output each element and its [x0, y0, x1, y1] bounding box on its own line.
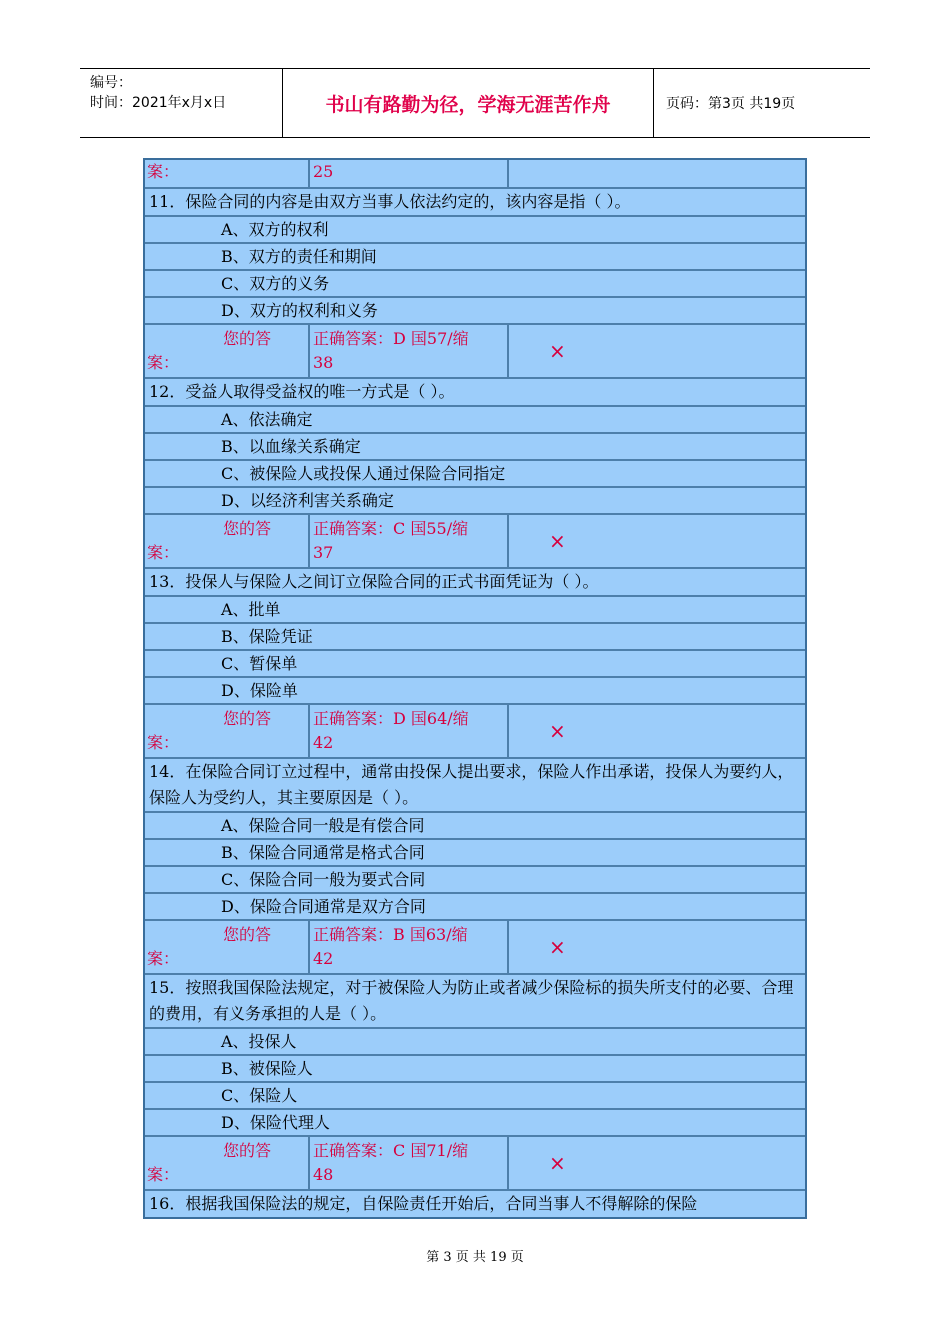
correct-answer-text: 正确答案：C 国71/缩 — [313, 1141, 469, 1160]
option-c[interactable]: C、暂保单 — [145, 651, 805, 678]
result-cell — [509, 705, 805, 757]
option-d[interactable]: D、保险单 — [145, 678, 805, 705]
wrong-mark-icon: × — [549, 1151, 566, 1175]
correct-answer-tail: 25 — [313, 162, 334, 181]
your-answer-tail: 案： — [147, 162, 180, 181]
time-label: 时间：2021年x月x日 — [90, 95, 227, 111]
option-b[interactable]: B、以血缘关系确定 — [145, 434, 805, 461]
your-answer-cell — [145, 1137, 310, 1189]
your-answer-cell — [145, 515, 310, 567]
correct-answer-text-cont: 42 — [313, 949, 334, 968]
header-page-info: 页码：第3页 共19页 — [666, 96, 796, 112]
header-motto: 书山有路勤为径，学海无涯苦作舟 — [282, 69, 654, 137]
your-answer-cell — [145, 705, 310, 757]
number-label: 编号： — [90, 75, 132, 91]
option-c[interactable]: C、保险人 — [145, 1083, 805, 1110]
result-cell — [509, 921, 805, 973]
your-answer-cell — [145, 921, 310, 973]
correct-answer-text-cont: 37 — [313, 543, 334, 562]
wrong-mark-icon: × — [549, 529, 566, 553]
your-answer-label-cont: 案： — [147, 353, 180, 372]
correct-answer-text-cont: 42 — [313, 733, 334, 752]
your-answer-cell — [145, 160, 310, 187]
quiz-table — [143, 158, 807, 1219]
question-text: 16．根据我国保险法的规定，自保险责任开始后，合同当事人不得解除的保险 — [145, 1191, 805, 1217]
page-footer: 第 3 页 共 19 页 — [426, 1250, 524, 1265]
page-header — [80, 68, 870, 138]
correct-answer-cell — [310, 515, 509, 567]
option-d[interactable]: D、保险代理人 — [145, 1110, 805, 1137]
correct-answer-text: 正确答案：D 国57/缩 — [313, 329, 469, 348]
result-cell — [509, 515, 805, 567]
correct-answer-text-cont: 48 — [313, 1165, 334, 1184]
correct-answer-cell — [310, 705, 509, 757]
result-cell — [509, 325, 805, 377]
answer-row — [145, 921, 805, 975]
header-meta — [80, 69, 282, 137]
your-answer-label-cont: 案： — [147, 543, 180, 562]
option-b[interactable]: B、双方的责任和期间 — [145, 244, 805, 271]
correct-answer-cell — [310, 325, 509, 377]
your-answer-cell — [145, 325, 310, 377]
correct-answer-cell — [310, 160, 509, 187]
option-a[interactable]: A、双方的权利 — [145, 217, 805, 244]
question-text: 13．投保人与保险人之间订立保险合同的正式书面凭证为（ ）。 — [145, 569, 805, 597]
correct-answer-text: 正确答案：C 国55/缩 — [313, 519, 469, 538]
answer-row-top — [145, 160, 805, 189]
answer-row — [145, 1137, 805, 1191]
option-d[interactable]: D、以经济利害关系确定 — [145, 488, 805, 515]
option-b[interactable]: B、被保险人 — [145, 1056, 805, 1083]
correct-answer-text: 正确答案：D 国64/缩 — [313, 709, 469, 728]
answer-row — [145, 705, 805, 759]
result-cell — [509, 160, 805, 187]
wrong-mark-icon: × — [549, 719, 566, 743]
correct-answer-text: 正确答案：B 国63/缩 — [313, 925, 468, 944]
option-c[interactable]: C、双方的义务 — [145, 271, 805, 298]
your-answer-label: 您的答 — [223, 925, 272, 944]
question-text: 15．按照我国保险法规定，对于被保险人为防止或者减少保险标的损失所支付的必要、合理的费用，有义务承担的人是（ ）。 — [145, 975, 805, 1029]
option-a[interactable]: A、保险合同一般是有偿合同 — [145, 813, 805, 840]
wrong-mark-icon: × — [549, 935, 566, 959]
option-b[interactable]: B、保险合同通常是格式合同 — [145, 840, 805, 867]
correct-answer-cell — [310, 921, 509, 973]
your-answer-label: 您的答 — [223, 1141, 272, 1160]
your-answer-label: 您的答 — [223, 709, 272, 728]
option-a[interactable]: A、投保人 — [145, 1029, 805, 1056]
option-c[interactable]: C、保险合同一般为要式合同 — [145, 867, 805, 894]
your-answer-label-cont: 案： — [147, 733, 180, 752]
wrong-mark-icon: × — [549, 339, 566, 363]
question-text: 12．受益人取得受益权的唯一方式是（ ）。 — [145, 379, 805, 407]
correct-answer-cell — [310, 1137, 509, 1189]
option-a[interactable]: A、依法确定 — [145, 407, 805, 434]
your-answer-label-cont: 案： — [147, 1165, 180, 1184]
answer-row — [145, 325, 805, 379]
option-d[interactable]: D、双方的权利和义务 — [145, 298, 805, 325]
option-c[interactable]: C、被保险人或投保人通过保险合同指定 — [145, 461, 805, 488]
question-text: 11．保险合同的内容是由双方当事人依法约定的，该内容是指（ ）。 — [145, 189, 805, 217]
your-answer-label-cont: 案： — [147, 949, 180, 968]
result-cell — [509, 1137, 805, 1189]
option-a[interactable]: A、批单 — [145, 597, 805, 624]
your-answer-label: 您的答 — [223, 329, 272, 348]
option-b[interactable]: B、保险凭证 — [145, 624, 805, 651]
correct-answer-text-cont: 38 — [313, 353, 334, 372]
question-text: 14．在保险合同订立过程中，通常由投保人提出要求，保险人作出承诺，投保人为要约人，保险人为受约人，其主要原因是（ ）。 — [145, 759, 805, 813]
answer-row — [145, 515, 805, 569]
your-answer-label: 您的答 — [223, 519, 272, 538]
option-d[interactable]: D、保险合同通常是双方合同 — [145, 894, 805, 921]
